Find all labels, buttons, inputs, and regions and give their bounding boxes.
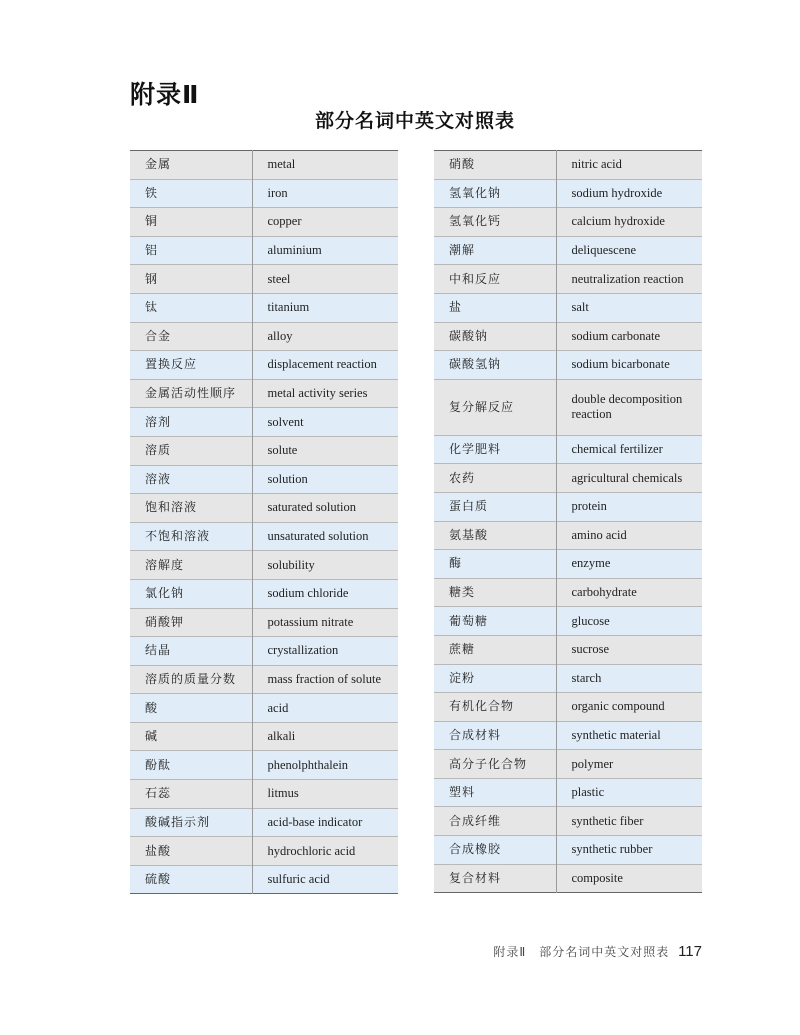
term-english: starch xyxy=(571,670,602,685)
table-row xyxy=(130,808,398,837)
footer-text: 附录Ⅱ 部分名词中英文对照表 xyxy=(493,945,670,959)
term-english: composite xyxy=(571,870,623,885)
page-footer xyxy=(493,943,702,960)
term-chinese: 铝 xyxy=(130,236,252,265)
term-english: alloy xyxy=(267,328,293,343)
table-row xyxy=(434,635,702,664)
term-chinese: 碱 xyxy=(130,722,252,751)
term-chinese: 铁 xyxy=(130,179,252,208)
term-chinese: 氢氧化钙 xyxy=(434,208,556,237)
term-chinese: 合成橡胶 xyxy=(434,836,556,865)
term-chinese: 铜 xyxy=(130,208,252,237)
term-chinese: 中和反应 xyxy=(434,265,556,294)
table-row xyxy=(434,578,702,607)
term-english: agricultural chemicals xyxy=(571,470,683,485)
term-english: polymer xyxy=(571,756,614,771)
table-row xyxy=(434,265,702,294)
term-chinese: 溶液 xyxy=(130,465,252,494)
table-row xyxy=(130,208,398,237)
table-row xyxy=(130,151,398,180)
term-chinese: 钢 xyxy=(130,265,252,294)
term-chinese: 有机化合物 xyxy=(434,693,556,722)
table-row xyxy=(130,608,398,637)
term-english: solute xyxy=(267,443,298,458)
term-english: solution xyxy=(267,471,308,486)
table-row xyxy=(130,579,398,608)
table-row xyxy=(130,865,398,894)
term-english: sodium chloride xyxy=(267,586,349,601)
term-english: acid xyxy=(267,700,289,715)
table-row xyxy=(434,151,702,180)
term-english: deliquescene xyxy=(571,243,637,258)
glossary-table-left xyxy=(130,150,398,894)
table-row xyxy=(434,236,702,265)
table-row xyxy=(434,379,702,435)
term-chinese: 碳酸钠 xyxy=(434,322,556,351)
table-row xyxy=(434,836,702,865)
term-chinese: 盐酸 xyxy=(130,837,252,866)
term-chinese: 氨基酸 xyxy=(434,521,556,550)
term-chinese: 糖类 xyxy=(434,578,556,607)
table-row xyxy=(130,780,398,809)
term-english: sulfuric acid xyxy=(267,872,330,887)
term-english: protein xyxy=(571,499,607,514)
term-chinese: 淀粉 xyxy=(434,664,556,693)
term-chinese: 酸 xyxy=(130,694,252,723)
term-chinese: 氢氧化钠 xyxy=(434,179,556,208)
table-row xyxy=(434,208,702,237)
table-row xyxy=(434,492,702,521)
table-row xyxy=(434,464,702,493)
term-english: sucrose xyxy=(571,642,609,657)
table-row xyxy=(130,637,398,666)
glossary-table-right xyxy=(434,150,702,893)
term-chinese: 盐 xyxy=(434,293,556,322)
term-english: phenolphthalein xyxy=(267,757,349,772)
term-english: displacement reaction xyxy=(267,357,377,372)
table-row xyxy=(130,322,398,351)
term-english: glucose xyxy=(571,613,610,628)
table-row xyxy=(130,465,398,494)
table-row xyxy=(434,293,702,322)
table-row xyxy=(130,236,398,265)
table-row xyxy=(130,551,398,580)
term-english: nitric acid xyxy=(571,157,622,172)
term-chinese: 石蕊 xyxy=(130,780,252,809)
table-row xyxy=(434,664,702,693)
table-row xyxy=(434,807,702,836)
term-chinese: 高分子化合物 xyxy=(434,750,556,779)
term-chinese: 氯化钠 xyxy=(130,579,252,608)
page-number: 117 xyxy=(678,943,702,960)
term-chinese: 钛 xyxy=(130,293,252,322)
term-chinese: 农药 xyxy=(434,464,556,493)
term-chinese: 硫酸 xyxy=(130,865,252,894)
term-english: aluminium xyxy=(267,243,322,258)
term-english: litmus xyxy=(267,786,299,801)
term-english: plastic xyxy=(571,785,605,800)
table-row xyxy=(434,435,702,464)
term-english: solvent xyxy=(267,414,304,429)
term-chinese: 复分解反应 xyxy=(434,379,556,435)
term-english: alkali xyxy=(267,729,296,744)
term-chinese: 化学肥料 xyxy=(434,435,556,464)
term-chinese: 酶 xyxy=(434,550,556,579)
term-chinese: 硝酸钾 xyxy=(130,608,252,637)
term-chinese: 溶质的质量分数 xyxy=(130,665,252,694)
term-english: synthetic fiber xyxy=(571,813,644,828)
term-english: titanium xyxy=(267,300,310,315)
term-chinese: 溶剂 xyxy=(130,408,252,437)
appendix-heading: 附录Ⅱ xyxy=(130,80,200,109)
term-english: crystallization xyxy=(267,643,339,658)
table-row xyxy=(434,721,702,750)
term-english: synthetic rubber xyxy=(571,842,653,857)
term-chinese: 金属活动性顺序 xyxy=(130,379,252,408)
term-english: potassium nitrate xyxy=(267,614,354,629)
term-english: neutralization reaction xyxy=(571,271,684,286)
term-english: solubility xyxy=(267,557,315,572)
term-chinese: 合金 xyxy=(130,322,252,351)
term-english: synthetic material xyxy=(571,727,661,742)
term-chinese: 酸碱指示剂 xyxy=(130,808,252,837)
term-chinese: 硝酸 xyxy=(434,151,556,180)
table-row xyxy=(434,179,702,208)
term-english: organic compound xyxy=(571,699,665,714)
table-row xyxy=(130,837,398,866)
table-row xyxy=(130,522,398,551)
term-english: double decomposition reaction xyxy=(571,392,683,422)
term-chinese: 溶质 xyxy=(130,436,252,465)
term-chinese: 合成材料 xyxy=(434,721,556,750)
term-chinese: 复合材料 xyxy=(434,864,556,893)
term-english: copper xyxy=(267,214,302,229)
term-english: sodium hydroxide xyxy=(571,185,663,200)
term-english: amino acid xyxy=(571,527,627,542)
term-chinese: 蔗糖 xyxy=(434,635,556,664)
term-chinese: 酚酞 xyxy=(130,751,252,780)
term-chinese: 溶解度 xyxy=(130,551,252,580)
term-english: metal xyxy=(267,157,296,172)
table-row xyxy=(130,379,398,408)
table-row xyxy=(434,550,702,579)
table-row xyxy=(130,665,398,694)
table-row xyxy=(434,607,702,636)
term-english: carbohydrate xyxy=(571,585,637,600)
term-english: sodium carbonate xyxy=(571,328,661,343)
term-english: chemical fertilizer xyxy=(571,442,663,457)
table-row xyxy=(130,751,398,780)
table-row xyxy=(130,408,398,437)
term-english: acid-base indicator xyxy=(267,814,363,829)
table-row xyxy=(434,864,702,893)
term-chinese: 不饱和溶液 xyxy=(130,522,252,551)
term-chinese: 塑料 xyxy=(434,778,556,807)
table-row xyxy=(434,750,702,779)
term-chinese: 结晶 xyxy=(130,637,252,666)
term-english: unsaturated solution xyxy=(267,529,369,544)
term-chinese: 潮解 xyxy=(434,236,556,265)
term-chinese: 置换反应 xyxy=(130,351,252,380)
table-row xyxy=(434,322,702,351)
term-chinese: 碳酸氢钠 xyxy=(434,351,556,380)
term-english: enzyme xyxy=(571,556,611,571)
table-row xyxy=(130,265,398,294)
term-english: hydrochloric acid xyxy=(267,843,356,858)
table-row xyxy=(130,436,398,465)
table-row xyxy=(434,351,702,380)
term-chinese: 金属 xyxy=(130,151,252,180)
term-chinese: 蛋白质 xyxy=(434,492,556,521)
term-english: iron xyxy=(267,185,288,200)
term-english: mass fraction of solute xyxy=(267,671,382,686)
table-row xyxy=(130,694,398,723)
table-row xyxy=(434,521,702,550)
page-title: 部分名词中英文对照表 xyxy=(314,110,515,132)
table-row xyxy=(130,494,398,523)
term-english: metal activity series xyxy=(267,386,368,401)
term-english: saturated solution xyxy=(267,500,357,515)
table-row xyxy=(130,722,398,751)
term-chinese: 合成纤维 xyxy=(434,807,556,836)
term-chinese: 饱和溶液 xyxy=(130,494,252,523)
term-english: sodium bicarbonate xyxy=(571,357,670,372)
table-row xyxy=(130,293,398,322)
term-chinese: 葡萄糖 xyxy=(434,607,556,636)
table-row xyxy=(130,351,398,380)
term-english: steel xyxy=(267,271,291,286)
table-row xyxy=(434,778,702,807)
term-english: salt xyxy=(571,300,589,315)
term-english: calcium hydroxide xyxy=(571,214,665,229)
table-row xyxy=(130,179,398,208)
table-row xyxy=(434,693,702,722)
